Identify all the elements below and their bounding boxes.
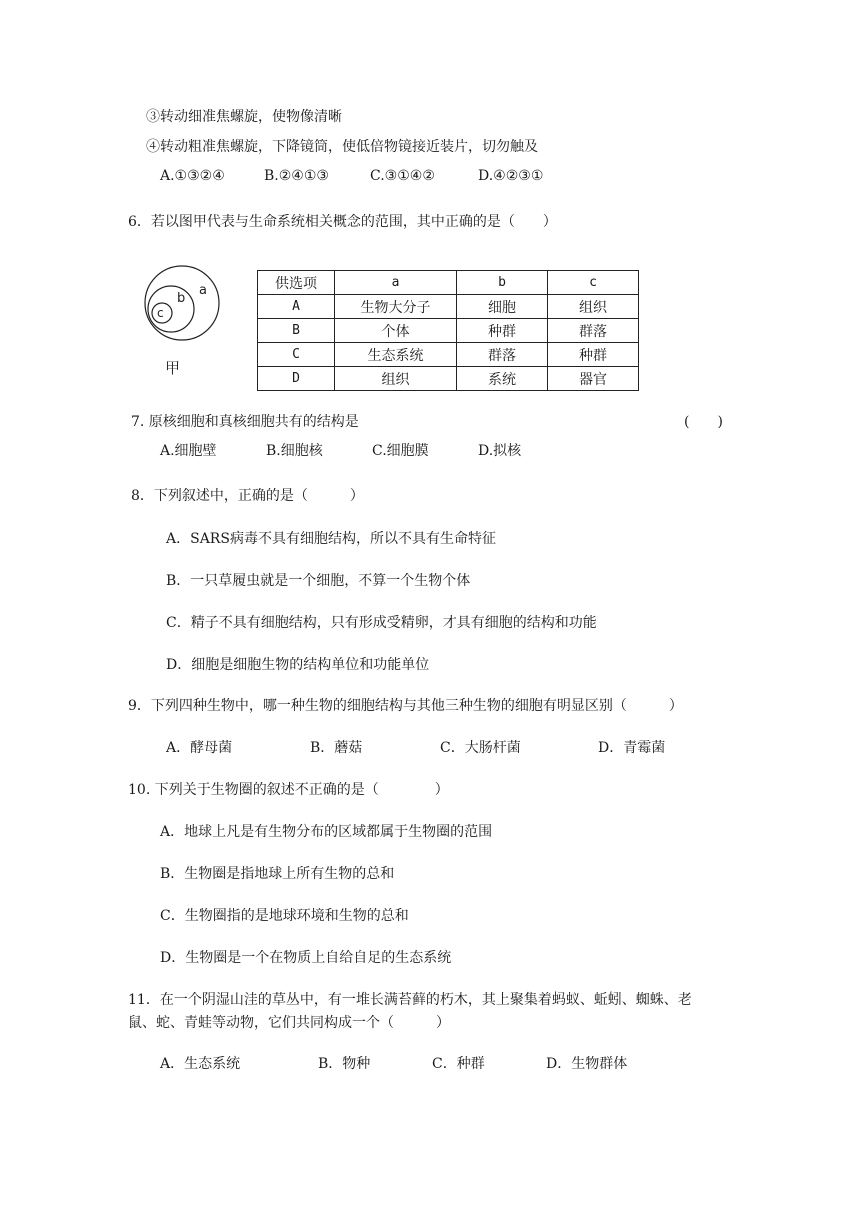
table-cell: 种群: [457, 319, 548, 343]
q10-option-b: B．生物圈是指地球上所有生物的总和: [160, 866, 395, 882]
q9-option-c: C．大肠杆菌: [440, 740, 521, 756]
q9-stem: 9．下列四种生物中，哪一种生物的细胞结构与其他三种生物的细胞有明显区别（ ）: [128, 698, 683, 714]
table-cell: 生态系统: [335, 343, 457, 367]
circle-b-label: b: [177, 291, 186, 306]
q11-stem-line2: 鼠、蛇、青蛙等动物，它们共同构成一个（ ）: [128, 1015, 450, 1031]
table-header-row: [258, 271, 639, 295]
q5-option-b: B.②④①③: [264, 168, 329, 184]
q10-stem: 10. 下列关于生物圈的叙述不正确的是（ ）: [128, 782, 449, 798]
diagram-label: 甲: [165, 359, 181, 377]
table-cell: 组织: [548, 295, 639, 319]
table-cell: 群落: [548, 319, 639, 343]
table-cell: B: [258, 319, 335, 343]
q6-stem: 6．若以图甲代表与生命系统相关概念的范围，其中正确的是（ ）: [128, 214, 557, 230]
table-cell: 群落: [457, 343, 548, 367]
q7-answer-paren: ( ): [684, 414, 723, 430]
q5-option-d: D.④②③①: [478, 168, 544, 184]
circle-a-label: a: [199, 283, 207, 298]
q11-option-b: B．物种: [318, 1056, 371, 1072]
table-cell: 个体: [335, 319, 457, 343]
q8-option-a: A．SARS病毒不具有细胞结构，所以不具有生命特征: [166, 531, 496, 547]
q9-option-d: D．青霉菌: [598, 740, 666, 756]
q7-option-d: D.拟核: [478, 443, 522, 459]
table-cell: 系统: [457, 367, 548, 391]
q5-step3: ③转动细准焦螺旋，使物像清晰: [146, 109, 342, 125]
q10-option-c: C．生物圈指的是地球环境和生物的总和: [160, 908, 409, 924]
q11-option-a: A．生态系统: [160, 1056, 241, 1072]
table-cell: 种群: [548, 343, 639, 367]
q11-option-d: D．生物群体: [546, 1056, 628, 1072]
table-cell: A: [258, 295, 335, 319]
table-cell: 器官: [548, 367, 639, 391]
table-cell: 生物大分子: [335, 295, 457, 319]
q11-stem-line1: 11．在一个阴湿山洼的草丛中，有一堆长满苔藓的朽木，其上聚集着蚂蚁、蚯蚓、蜘蛛、老: [128, 992, 692, 1008]
circle-c-label: c: [157, 306, 164, 320]
q11-option-c: C．种群: [432, 1056, 485, 1072]
q8-option-b: B．一只草履虫就是一个细胞，不算一个生物个体: [166, 573, 471, 589]
venn-diagram: [137, 265, 233, 377]
q7-option-c: C.细胞膜: [372, 443, 429, 459]
q10-option-a: A．地球上凡是有生物分布的区域都属于生物圈的范围: [160, 824, 493, 840]
q7-stem: 7. 原核细胞和真核细胞共有的结构是: [131, 414, 359, 430]
table-cell: 组织: [335, 367, 457, 391]
table-header-cell: c: [548, 271, 639, 295]
table-cell: 细胞: [457, 295, 548, 319]
table-cell: D: [258, 367, 335, 391]
q7-option-a: A.细胞壁: [160, 443, 217, 459]
q9-option-a: A．酵母菌: [166, 740, 233, 756]
q5-option-c: C.③①④②: [370, 168, 435, 184]
options-table: [257, 270, 639, 391]
q10-option-d: D．生物圈是一个在物质上自给自足的生态系统: [160, 950, 452, 966]
q8-stem: 8．下列叙述中，正确的是（ ）: [131, 488, 364, 504]
table-row: [258, 343, 639, 367]
q8-option-d: D．细胞是细胞生物的结构单位和功能单位: [166, 657, 430, 673]
table-header-cell: 供选项: [258, 271, 335, 295]
q7-option-b: B.细胞核: [266, 443, 323, 459]
q9-option-b: B．蘑菇: [310, 740, 363, 756]
table-header-cell: b: [457, 271, 548, 295]
table-row: [258, 295, 639, 319]
table-row: [258, 367, 639, 391]
q5-option-a: A.①③②④: [160, 168, 225, 184]
q5-step4: ④转动粗准焦螺旋，下降镜筒，使低倍物镜接近装片，切勿触及: [146, 139, 538, 155]
table-header-cell: a: [335, 271, 457, 295]
table-row: [258, 319, 639, 343]
table-cell: C: [258, 343, 335, 367]
q8-option-c: C．精子不具有细胞结构，只有形成受精卵，才具有细胞的结构和功能: [166, 615, 597, 631]
